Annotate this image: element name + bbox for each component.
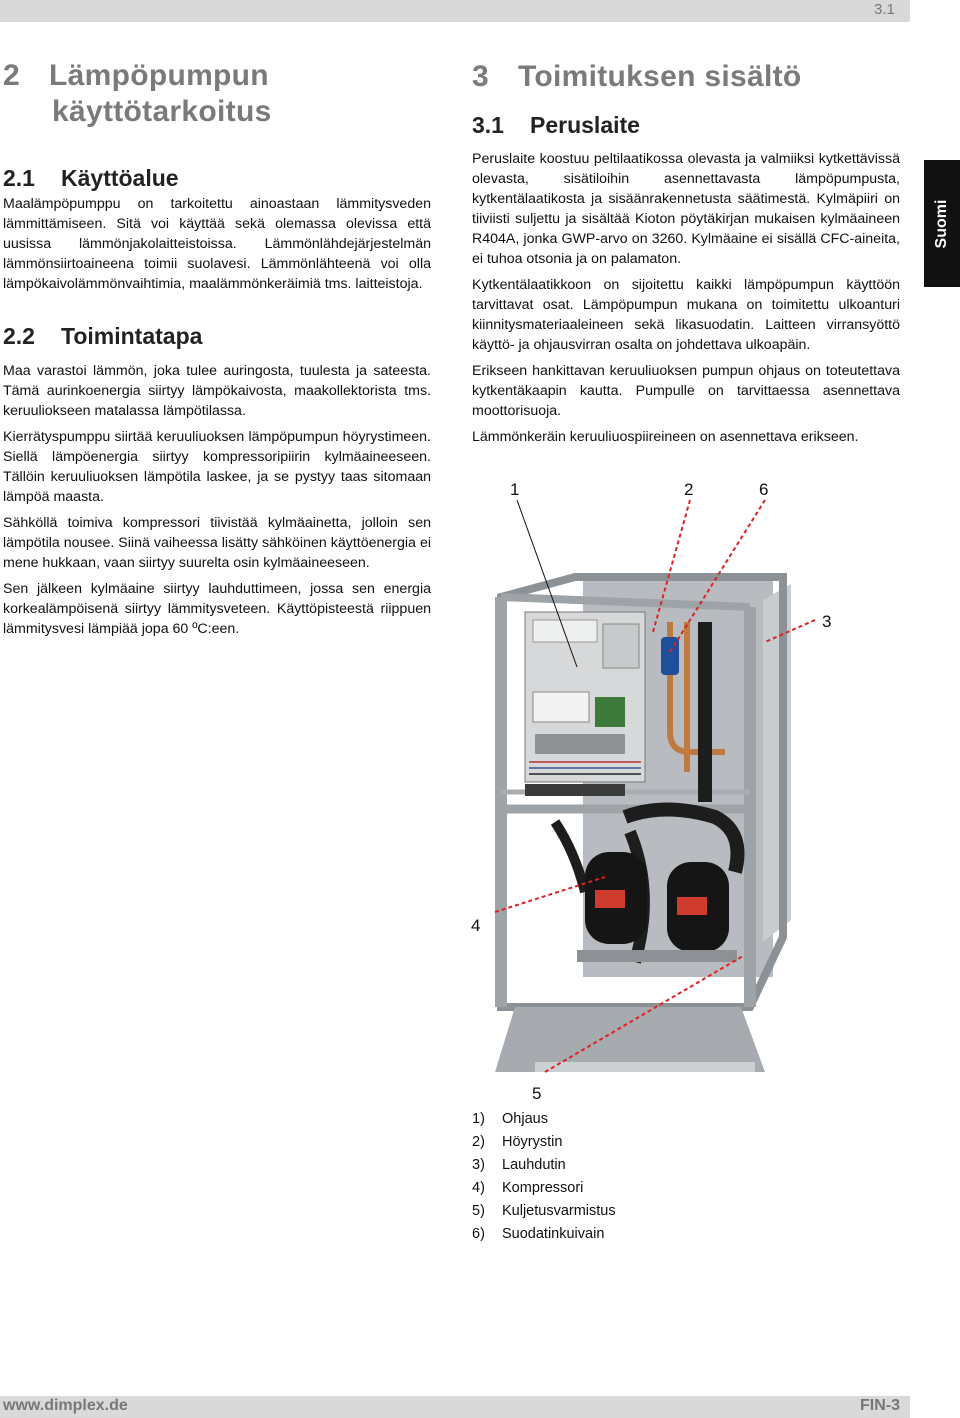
chapter-title: Toimituksen sisältö	[518, 60, 802, 93]
paragraph: Maalämpöpumppu on tarkoitettu ainoastaan lämmitysveden lämmittämiseen. Sitä voi käyttää sekä olemassa olevissa että uusissa lämmönjakolaitteistoissa. Lämmönlähdejärjestelmän lämmönsiirtoaineena toimii suolavesi. Lämmönlähteenä voi olla lämpökaivolämmönvaihtimia, maalämmönkeräimiä tms. laitteistoja.	[3, 196, 431, 292]
legend-label: Höyrystin	[502, 1134, 563, 1150]
chapter-number: 3	[472, 60, 489, 93]
section-number: 2.1	[3, 165, 35, 191]
callout-6: 6	[759, 480, 769, 499]
heat-pump-figure	[465, 472, 905, 1112]
compressor-left	[585, 852, 647, 944]
page-section-tag: 3.1	[874, 1, 895, 18]
callout-5: 5	[532, 1084, 542, 1103]
legend-key: 4)	[472, 1180, 485, 1196]
legend-item	[472, 1177, 772, 1200]
callout-2: 2	[684, 480, 694, 499]
section-heading-3-1	[472, 111, 900, 139]
section-number: 3.1	[472, 112, 504, 138]
legend-item	[472, 1223, 772, 1246]
section-heading-2-1	[3, 164, 431, 192]
callout-4: 4	[471, 916, 481, 935]
legend-label: Lauhdutin	[502, 1157, 566, 1173]
figure-legend	[472, 1108, 772, 1246]
legend-key: 6)	[472, 1226, 485, 1242]
paragraph: Kytkentälaatikkoon on sijoitettu kaikki lämpöpumpun käyttöön tarvittavat osat. Lämpöpumpun mukana on toimitettu ulkoanturi kiinnitysmateriaaleineen sekä likasuodatin. Laitteen virransyöttö käyttö- ja ohjausvirran osalta on johdettava ulkoapäin.	[472, 277, 900, 353]
legend-key: 1)	[472, 1111, 485, 1127]
paragraph: Sähköllä toimiva kompressori tiivistää kylmäainetta, jolloin sen lämpötila nousee. Siinä vaiheessa lisätty sähköinen käyttöenergia ei mene hukkaan, vaan siirtyy suurelta osin kylmäaineeseen.	[3, 515, 431, 571]
paragraph: Erikseen hankittavan keruuliuoksen pumpun ohjaus on toteutettava kytkentäkaapin kautta. Pumpulle on tarvittaessa asennettava moottorisuoja.	[472, 363, 900, 419]
footer-bar	[0, 1396, 910, 1418]
chapter-title-line1: Lämpöpumpun	[49, 59, 269, 92]
paragraph: Peruslaite koostuu peltilaatikossa olevasta ja valmiiksi kytkettävissä olevasta, sisätiloihin asennettavasta lämpöpumpusta, kytkentälaatikosta ja sisäänrakennetusta säätimestä. Kylmäpiiri on tiiviisti suljettu ja sisältää Kioton pöytäkirjan mukaisen kylmäaineen R404A, jonka GWP-arvo on 3260. Kylmäaine ei sisällä CFC-aineita, ei tuhoa otsonia ja on palamaton.	[472, 151, 900, 267]
footer-page-number: FIN-3	[860, 1397, 900, 1414]
chapter-title-line2: käyttötarkoitus	[52, 95, 272, 128]
legend-item	[472, 1154, 772, 1177]
legend-label: Kuljetusvarmistus	[502, 1203, 616, 1219]
right-column	[472, 58, 900, 447]
legend-label: Suodatinkuivain	[502, 1226, 605, 1242]
compressor-right	[667, 862, 729, 952]
chapter-heading	[3, 58, 431, 130]
legend-item	[472, 1108, 772, 1131]
paragraph: Kierrätyspumppu siirtää keruuliuoksen lämpöpumpun höyrystimeen. Siellä lämpöenergia siirtyy kompressoripiirin kylmäaineeseen. Tällöin keruuliuoksen lämpötila laskee, ja se pystyy taas sitomaan lämpöä maasta.	[3, 429, 431, 505]
section-number: 2.2	[3, 323, 35, 349]
left-column	[3, 58, 431, 639]
callout-1: 1	[510, 480, 520, 499]
callout-3: 3	[822, 612, 832, 631]
paragraph: Maa varastoi lämmön, joka tulee auringosta, tuulesta ja sateesta. Tämä aurinkoenergia siirtyy lämpökaivosta, maakollektorista tms. keruuliokseen matalassa lämpötilassa.	[3, 363, 431, 419]
legend-key: 2)	[472, 1134, 485, 1150]
paragraph: Sen jälkeen kylmäaine siirtyy lauhduttimeen, jossa sen energia korkealämpöisenä siirtyy lämmitysveteen. Käyttöpisteestä riippuen lämmitysvesi lämpiää jopa 60 ºC:een.	[3, 581, 431, 637]
language-tab-label: Suomi	[933, 199, 950, 248]
chapter-heading	[472, 59, 900, 95]
transport-bracket	[577, 950, 737, 962]
legend-label: Kompressori	[502, 1180, 584, 1196]
footer-website: www.dimplex.de	[3, 1397, 128, 1414]
legend-item	[472, 1200, 772, 1223]
language-tab	[924, 160, 960, 287]
section-title: Peruslaite	[530, 112, 640, 138]
paragraph: Lämmönkeräin keruuliuospiireineen on asennettava erikseen.	[472, 429, 859, 445]
section-title: Käyttöalue	[61, 165, 179, 191]
legend-key: 3)	[472, 1157, 485, 1173]
section-heading-2-2	[3, 322, 431, 350]
legend-item	[472, 1131, 772, 1154]
chapter-number: 2	[3, 59, 20, 92]
section-title: Toimintatapa	[61, 323, 203, 349]
legend-label: Ohjaus	[502, 1111, 548, 1127]
heat-pump-illustration	[465, 472, 905, 1112]
legend-key: 5)	[472, 1203, 485, 1219]
header-bar	[0, 0, 910, 22]
